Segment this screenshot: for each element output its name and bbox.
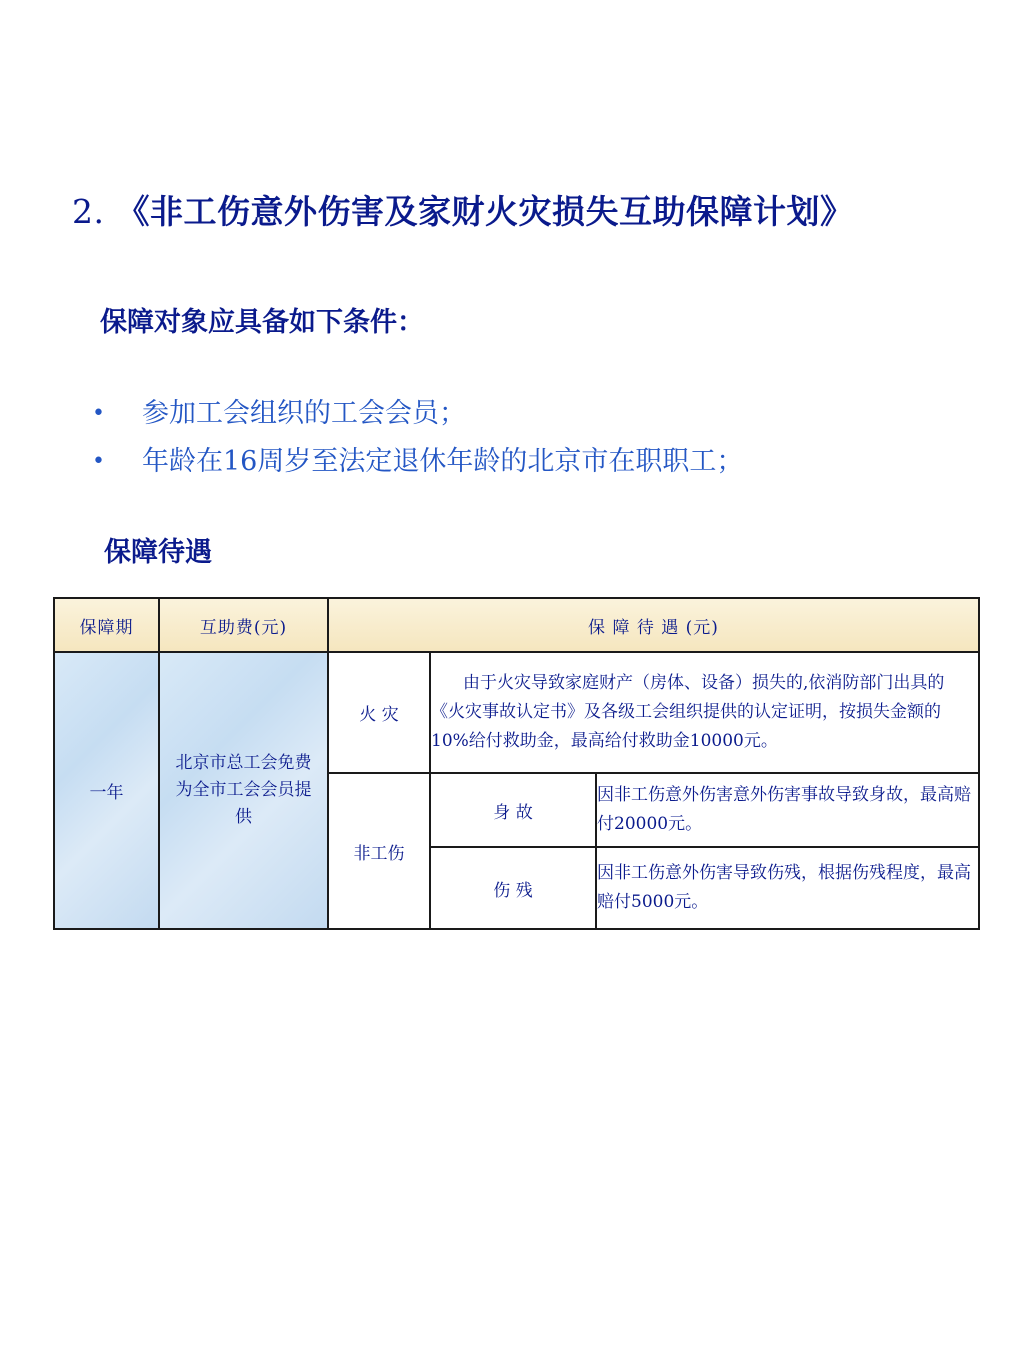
fire-label-cell	[328, 652, 430, 773]
plan-title	[72, 186, 854, 233]
fee-text: 北京市总工会免费为全市工会会员提供	[175, 753, 312, 827]
condition-text: 年龄在16周岁至法定退休年龄的北京市在职职工；	[142, 446, 744, 477]
table-row	[54, 652, 979, 773]
fire-label: 火 灾	[359, 705, 399, 725]
fire-description-cell	[430, 652, 979, 773]
fee-cell	[159, 652, 328, 929]
condition-item	[90, 390, 743, 438]
fire-description: 由于火灾导致家庭财产（房体、设备）损失的,依消防部门出具的《火灾事故认定书》及各级工会组织提供的认定证明，按损失金额的10%给付救助金，最高给付救助金10000元。	[431, 673, 945, 751]
benefits-heading: 保障待遇	[104, 537, 212, 568]
death-label-cell: 身 故	[430, 773, 596, 847]
period-cell: 一年	[54, 652, 159, 929]
benefits-table	[53, 597, 980, 930]
conditions-heading: 保障对象应具备如下条件：	[100, 307, 424, 338]
conditions-list	[90, 390, 743, 486]
disability-description-cell: 因非工伤意外伤害导致伤残，根据伤残程度，最高赔付5000元。	[596, 847, 979, 929]
plan-number: 2.	[72, 192, 105, 231]
bullet-icon: •	[92, 449, 105, 474]
death-description-cell: 因非工伤意外伤害意外伤害事故导致身故，最高赔付20000元。	[596, 773, 979, 847]
header-benefit: 保 障 待 遇 (元)	[328, 598, 979, 652]
plan-name: 《非工伤意外伤害及家财火灾损失互助保障计划》	[116, 192, 854, 231]
table-header-row	[54, 598, 979, 652]
disability-label-cell: 伤 残	[430, 847, 596, 929]
header-fee: 互助费(元)	[159, 598, 328, 652]
bullet-icon: •	[92, 401, 105, 426]
header-period: 保障期	[54, 598, 159, 652]
non-work-injury-label-cell: 非工伤	[328, 773, 430, 929]
condition-item	[90, 438, 743, 486]
condition-text: 参加工会组织的工会会员；	[142, 398, 466, 429]
